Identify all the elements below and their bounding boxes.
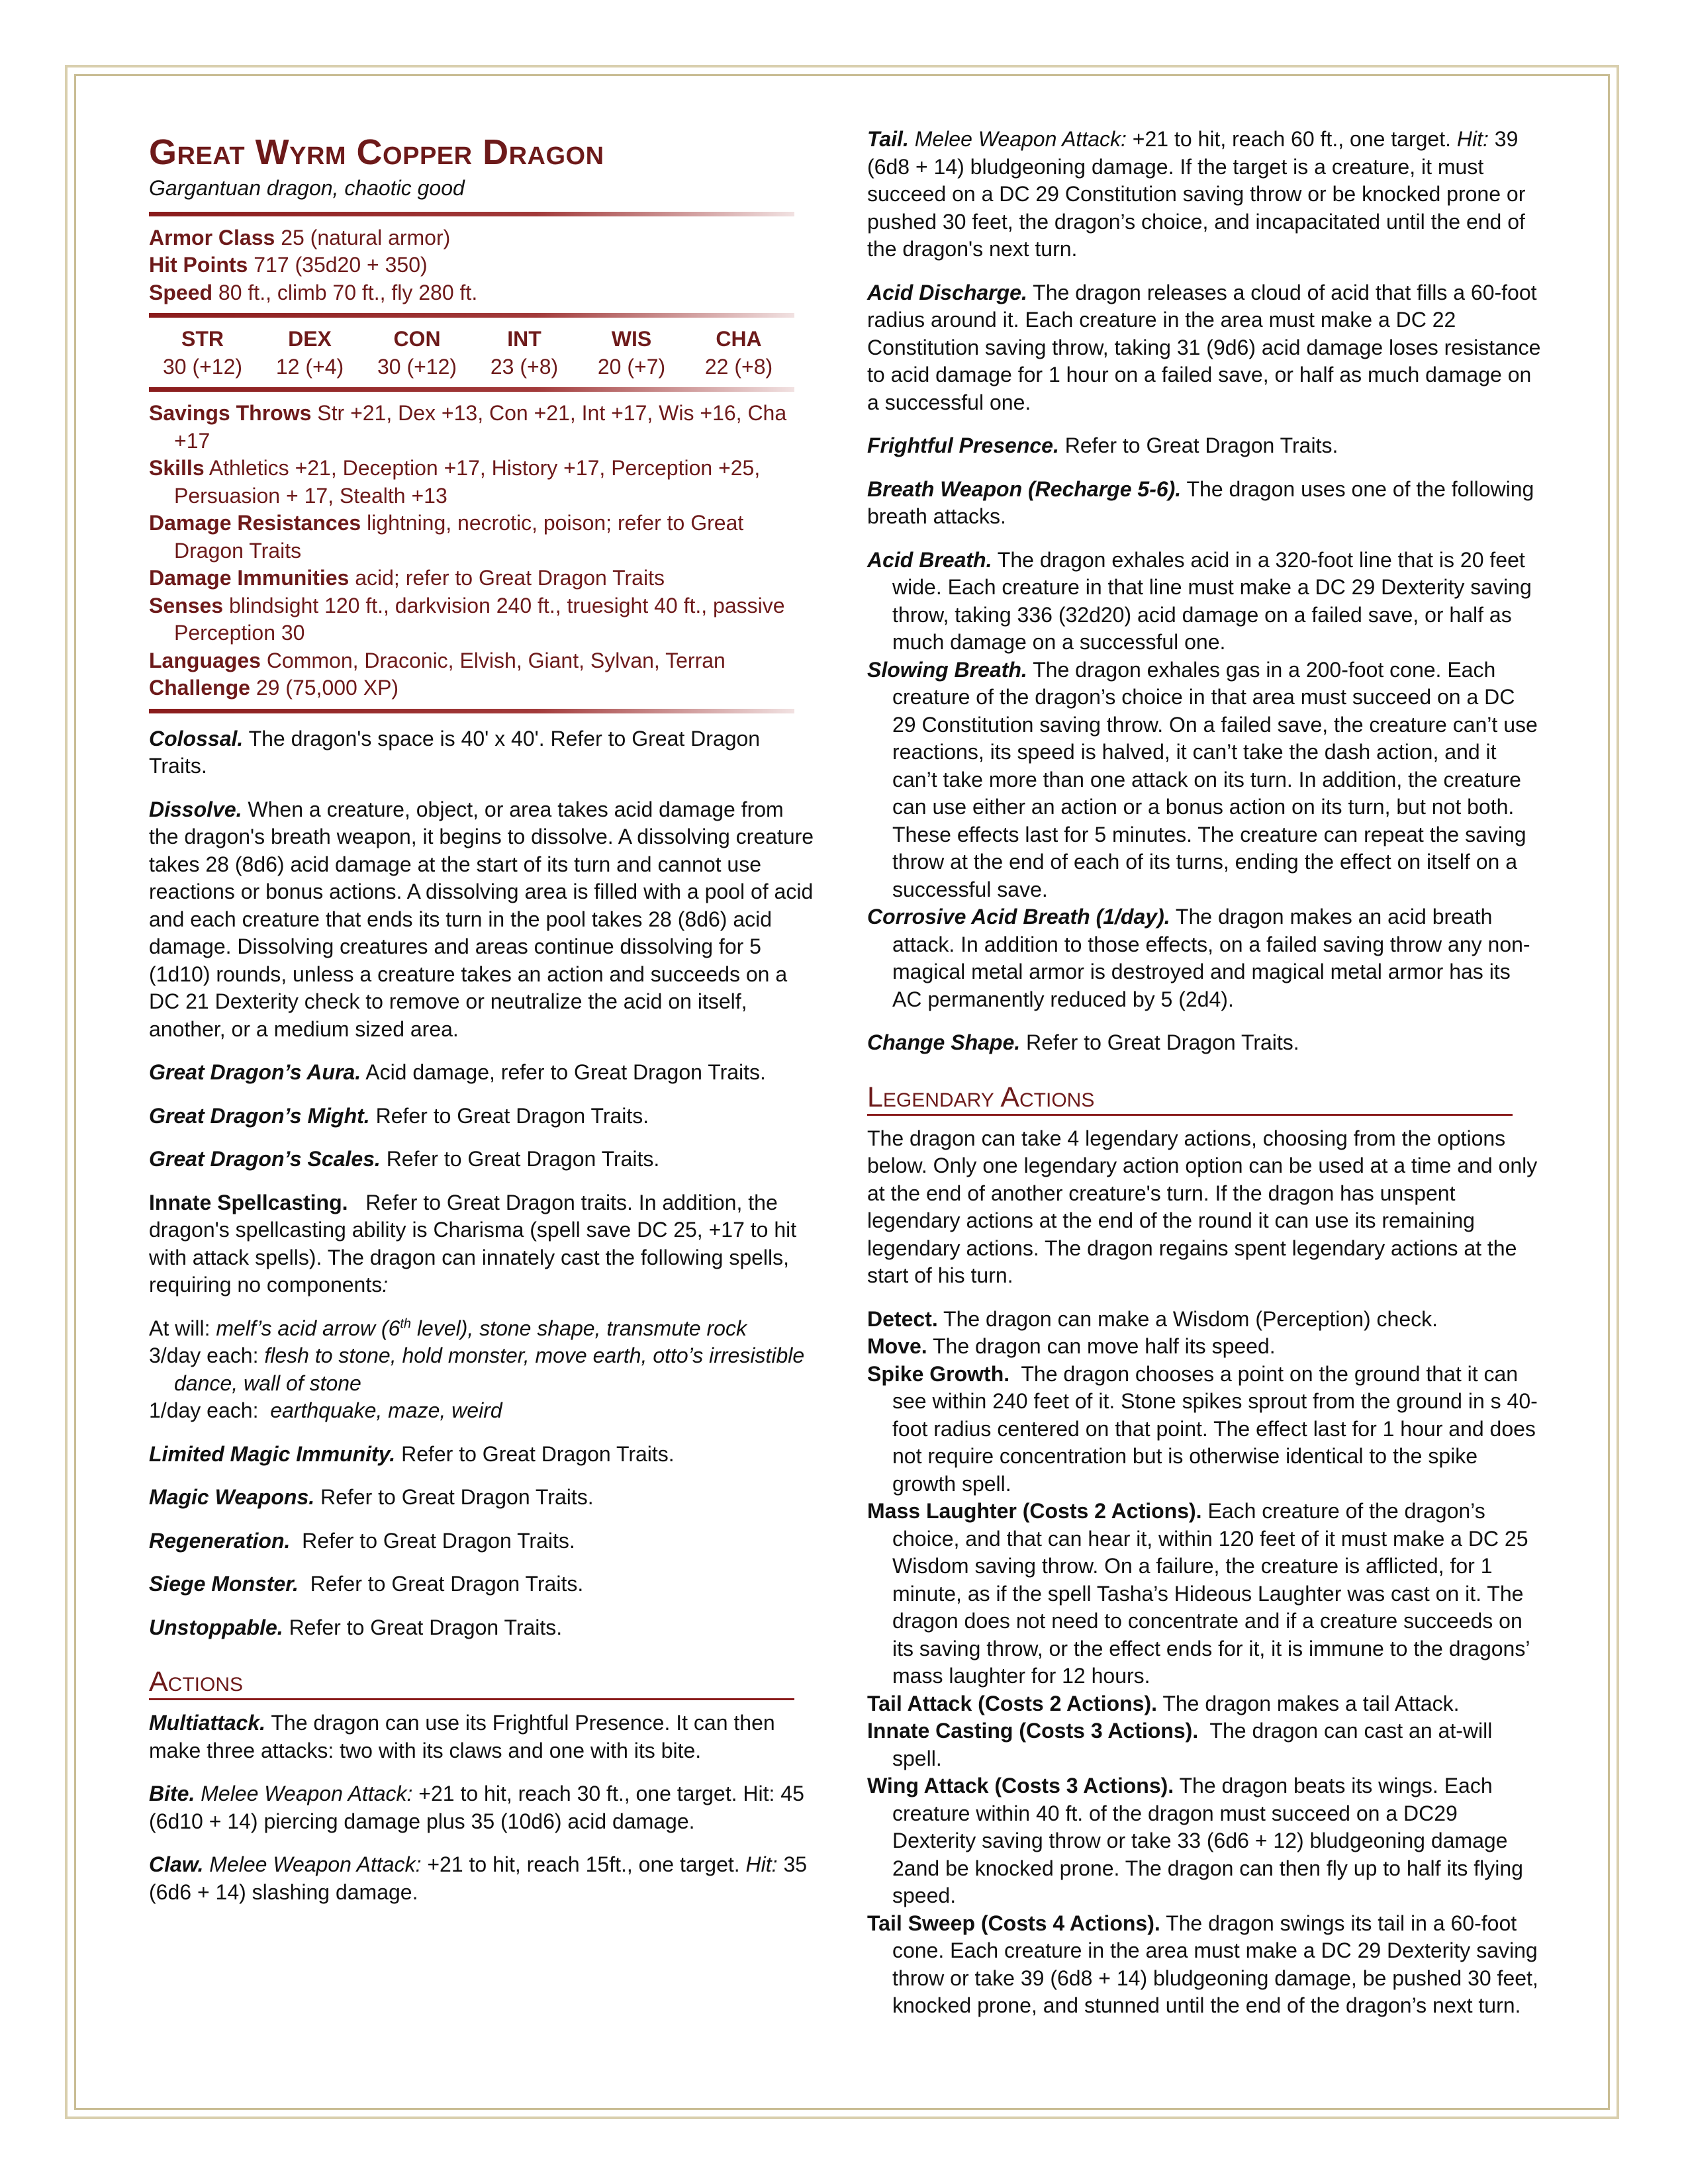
trait-colossal: Colossal. The dragon's space is 40' x 40'. Refer to Great Dragon Traits.: [149, 726, 761, 778]
actions-heading: Actions: [149, 1665, 794, 1700]
languages: Languages Common, Draconic, Elvish, Giant, Sylvan, Terran: [149, 648, 726, 672]
armor-class: Armor Class 25 (natural armor): [149, 225, 451, 250]
action-breath-weapon: Breath Weapon (Recharge 5-6). The dragon uses one of the following breath attacks.: [867, 477, 1534, 528]
creature-title: Great Wyrm Copper Dragon: [149, 132, 604, 172]
divider: [149, 212, 794, 216]
legendary-tail-sweep: Tail Sweep (Costs 4 Actions). The dragon swings its tail in a 60-foot cone. Each creature in the area must make a DC 29 Dexterity saving throw or take 39 (6d8 + 14) bludgeoning damage, be pushed 30 feet, knocked prone, and stunned until the end of the dragon’s next turn.: [867, 1911, 1538, 2017]
ability-score: 30 (+12): [162, 354, 243, 379]
legendary-mass-laughter: Mass Laughter (Costs 2 Actions). Each creature of the dragon’s choice, and that can hear it, within 120 feet of it must make a DC 25 Wisdom saving throw. On a failure, the creature is afflicted, for 1 minute, as if the spell Tasha’s Hideous Laughter was cast on it. The dragon does not need to concentrate and if a creature succeeds on its saving throw, or the effect ends for it, it is immune to the dragons’ mass laughter for 12 hours.: [867, 1499, 1530, 1688]
skills: Skills Athletics +21, Deception +17, History +17, Perception +25, Persuasion + 17, Stealth +13: [149, 456, 761, 508]
ability-score: 23 (+8): [490, 354, 559, 379]
action-tail: Tail. Melee Weapon Attack: +21 to hit, reach 60 ft., one target. Hit: 39 (6d8 + 14) bludgeoning damage. If the target is a creature, it must succeed on a DC 29 Constitution saving throw or be knocked prone or pushed 30 feet, the dragon’s choice, and incapacitated until the end of the dragon's next turn.: [867, 127, 1526, 261]
ability-score: 20 (+7): [597, 354, 666, 379]
ability-name: INT: [507, 327, 541, 351]
trait-innate-spellcasting: Innate Spellcasting. Refer to Great Dragon traits. In addition, the dragon's spellcasting ability is Charisma (spell save DC 25, +17 to hit with attack spells). The dragon can innately cast the following spells, requiring no components:: [149, 1190, 797, 1297]
breath-acid: Acid Breath. The dragon exhales acid in a 320-foot line that is 20 feet wide. Each creature in that line must make a DC 29 Dexterity saving throw, taking 336 (32d20) acid damage on a failed save, or half as much damage on a successful one.: [867, 547, 1532, 654]
trait-regeneration: Regeneration. Refer to Great Dragon Traits.: [149, 1528, 575, 1553]
trait-magic-weapons: Magic Weapons. Refer to Great Dragon Traits.: [149, 1485, 594, 1509]
ability-name: CON: [393, 327, 441, 351]
legendary-list: [867, 1306, 1542, 2020]
legendary-move: Move. The dragon can move half its speed.: [867, 1334, 1276, 1358]
ability-name: DEX: [288, 327, 332, 351]
spells-at-will: At will: melf’s acid arrow (6th level), stone shape, transmute rock: [149, 1316, 747, 1340]
divider: [149, 709, 794, 713]
right-column: [867, 126, 1542, 2020]
challenge: Challenge 29 (75,000 XP): [149, 676, 399, 700]
legendary-innate-casting: Innate Casting (Costs 3 Actions). The dragon can cast an at-will spell.: [867, 1719, 1493, 1770]
ability-headers: [149, 326, 794, 353]
ability-name: CHA: [716, 327, 762, 351]
trait-aura: Great Dragon’s Aura. Acid damage, refer to Great Dragon Traits.: [149, 1060, 766, 1084]
action-bite: Bite. Melee Weapon Attack: +21 to hit, reach 30 ft., one target. Hit: 45 (6d10 + 14) piercing damage plus 35 (10d6) acid damage.: [149, 1782, 804, 1833]
action-claw: Claw. Melee Weapon Attack: +21 to hit, reach 15ft., one target. Hit: 35 (6d6 + 14) slashing damage.: [149, 1852, 808, 1904]
ability-scores: [149, 353, 794, 381]
action-acid-discharge: Acid Discharge. The dragon releases a cloud of acid that fills a 60-foot radius around it. Each creature in the area must make a DC 22 Constitution saving throw, taking 31 (9d6) acid damage loses resistance to acid damage for 1 hour on a failed save, or half as much damage on a successful one.: [867, 280, 1541, 414]
divider: [149, 387, 794, 392]
breath-corrosive: Corrosive Acid Breath (1/day). The dragon makes an acid breath attack. In addition to those effects, on a failed saving throw any non-magical metal armor is destroyed and magical metal armor has its AC permanently reduced by 5 (2d4).: [867, 905, 1530, 1011]
spells-1-day: 1/day each: earthquake, maze, weird: [149, 1398, 502, 1422]
action-change-shape: Change Shape. Refer to Great Dragon Traits.: [867, 1030, 1299, 1054]
divider: [149, 313, 794, 318]
spell-list: [149, 1315, 818, 1425]
trait-siege-monster: Siege Monster. Refer to Great Dragon Traits.: [149, 1572, 584, 1596]
left-column: [149, 126, 818, 1922]
action-frightful-presence: Frightful Presence. Refer to Great Dragon Traits.: [867, 433, 1338, 457]
legendary-detect: Detect. The dragon can make a Wisdom (Perception) check.: [867, 1306, 1438, 1331]
ability-name: WIS: [611, 327, 652, 351]
ability-name: STR: [181, 327, 224, 351]
breath-slowing: Slowing Breath. The dragon exhales gas in a 200-foot cone. Each creature of the dragon’s choice in that area must succeed on a DC 29 Constitution saving throw. On a failed save, the creature can’t use reactions, its speed is halved, it can’t take the dash action, and it can’t take more than one attack on its turn. In addition, the creature can use either an action or a bonus action on its turn, but not both. These effects last for 5 minutes. The creature can repeat the saving throw at the end of each of its turns, ending the effect on itself on a successful save.: [867, 657, 1538, 901]
trait-scales: Great Dragon’s Scales. Refer to Great Dragon Traits.: [149, 1147, 660, 1171]
breath-options: [867, 547, 1542, 1014]
action-multiattack: Multiattack. The dragon can use its Frightful Presence. It can then make three attacks: two with its claws and one with its bite.: [149, 1711, 775, 1762]
trait-dissolve: Dissolve. When a creature, object, or area takes acid damage from the dragon's breath weapon, it begins to dissolve. A dissolving creature takes 28 (8d6) acid damage at the start of its turn and cannot use reactions or bonus actions. A dissolving area is filled with a pool of acid and each creature that ends its turn in the pool takes 28 (8d6) acid damage. Dissolving creatures and areas continue dissolving for 5 (1d10) rounds, unless a creature takes an action and succeeds on a DC 21 Dexterity check to remove or neutralize the acid on itself, another, or a medium sized area.: [149, 797, 814, 1041]
hit-points: Hit Points 717 (35d20 + 350): [149, 253, 428, 277]
legendary-wing-attack: Wing Attack (Costs 3 Actions). The dragon beats its wings. Each creature within 40 ft. of the dragon must succeed on a DC29 Dexterity saving throw or take 33 (6d6 + 12) bludgeoning damage 2and be knocked prone. The dragon can then fly up to half its flying speed.: [867, 1774, 1523, 1907]
damage-resistances: Damage Resistances lightning, necrotic, poison; refer to Great Dragon Traits: [149, 511, 744, 563]
legendary-tail-attack: Tail Attack (Costs 2 Actions). The dragon makes a tail Attack.: [867, 1691, 1460, 1715]
spells-3-day: 3/day each: flesh to stone, hold monster, move earth, otto’s irresistible dance, wall of stone: [149, 1343, 805, 1395]
legendary-spike-growth: Spike Growth. The dragon chooses a point on the ground that it can see within 240 feet of it. Stone spikes sprout from the ground in s 40-foot radius centered on that point. The effect last for 1 hour and does not require concentration but is otherwise identical to the spike growth spell.: [867, 1361, 1538, 1496]
trait-limited-magic-immunity: Limited Magic Immunity. Refer to Great Dragon Traits.: [149, 1441, 675, 1466]
senses: Senses blindsight 120 ft., darkvision 240 ft., truesight 40 ft., passive Perception 30: [149, 593, 785, 645]
creature-subtitle: Gargantuan dragon, chaotic good: [149, 176, 465, 200]
ability-score: 30 (+12): [377, 354, 457, 379]
ability-score: 12 (+4): [275, 354, 344, 379]
damage-immunities: Damage Immunities acid; refer to Great Dragon Traits: [149, 566, 665, 590]
legendary-intro: The dragon can take 4 legendary actions, choosing from the options below. Only one legendary action option can be used at a time and only at the end of another creature's turn. If the dragon has unspent legendary actions at the end of the round it can use its remaining legendary actions. The dragon regains spent legendary actions at the start of his turn.: [867, 1126, 1538, 1287]
ability-score: 22 (+8): [704, 354, 773, 379]
speed: Speed 80 ft., climb 70 ft., fly 280 ft.: [149, 280, 478, 304]
saving-throws: Savings Throws Str +21, Dex +13, Con +21, Int +17, Wis +16, Cha +17: [149, 401, 787, 453]
trait-unstoppable: Unstoppable. Refer to Great Dragon Traits.: [149, 1615, 563, 1639]
legendary-actions-heading: Legendary Actions: [867, 1081, 1513, 1116]
trait-might: Great Dragon’s Might. Refer to Great Dragon Traits.: [149, 1103, 649, 1128]
